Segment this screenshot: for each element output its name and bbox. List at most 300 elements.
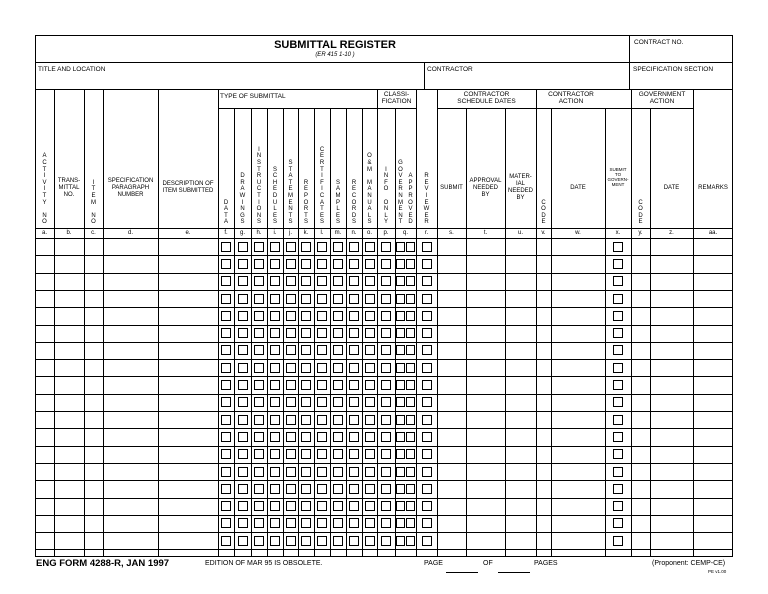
- checkbox-reviewer[interactable]: [422, 449, 432, 459]
- checkbox-drawings[interactable]: [238, 345, 248, 355]
- of-label: OF: [483, 560, 493, 567]
- checkbox-submit-to-government[interactable]: [613, 259, 623, 269]
- checkbox-data[interactable]: [221, 536, 231, 546]
- checkbox-info-only[interactable]: [381, 449, 391, 459]
- checkbox-certificates[interactable]: [317, 294, 327, 304]
- checkbox-info-only[interactable]: [381, 518, 391, 528]
- checkbox-reports[interactable]: [301, 415, 311, 425]
- checkbox-govt-approved[interactable]: [396, 276, 405, 286]
- checkbox-samples[interactable]: [333, 432, 343, 442]
- checkbox-data[interactable]: [221, 380, 231, 390]
- checkbox-govt-approved[interactable]: [406, 311, 415, 321]
- checkbox-govt-approved[interactable]: [396, 449, 405, 459]
- checkbox-om-manuals[interactable]: [365, 328, 375, 338]
- checkbox-samples[interactable]: [333, 242, 343, 252]
- checkbox-reviewer[interactable]: [422, 484, 432, 494]
- checkbox-drawings[interactable]: [238, 276, 248, 286]
- checkbox-certificates[interactable]: [317, 345, 327, 355]
- checkbox-instructions[interactable]: [254, 363, 264, 373]
- checkbox-om-manuals[interactable]: [365, 415, 375, 425]
- checkbox-reviewer[interactable]: [422, 467, 432, 477]
- checkbox-reports[interactable]: [301, 536, 311, 546]
- column-letter: e.: [185, 230, 191, 236]
- checkbox-reports[interactable]: [301, 397, 311, 407]
- checkbox-records[interactable]: [349, 432, 359, 442]
- checkbox-govt-approved[interactable]: [396, 397, 405, 407]
- checkbox-om-manuals[interactable]: [365, 259, 375, 269]
- checkbox-samples[interactable]: [333, 501, 343, 511]
- checkbox-schedules[interactable]: [270, 345, 280, 355]
- checkbox-submit-to-government[interactable]: [613, 415, 623, 425]
- checkbox-govt-approved[interactable]: [396, 328, 405, 338]
- checkbox-records[interactable]: [349, 294, 359, 304]
- checkbox-certificates[interactable]: [317, 501, 327, 511]
- checkbox-govt-approved[interactable]: [396, 501, 405, 511]
- checkbox-instructions[interactable]: [254, 345, 264, 355]
- checkbox-submit-to-government[interactable]: [613, 432, 623, 442]
- checkbox-instructions[interactable]: [254, 536, 264, 546]
- classification-label: CLASSI- FICATION: [381, 91, 412, 105]
- checkbox-instructions[interactable]: [254, 397, 264, 407]
- checkbox-certificates[interactable]: [317, 380, 327, 390]
- checkbox-govt-approved[interactable]: [406, 276, 415, 286]
- checkbox-reports[interactable]: [301, 432, 311, 442]
- checkbox-om-manuals[interactable]: [365, 345, 375, 355]
- checkbox-govt-approved[interactable]: [406, 345, 415, 355]
- checkbox-info-only[interactable]: [381, 536, 391, 546]
- checkbox-statements[interactable]: [286, 518, 296, 528]
- checkbox-data[interactable]: [221, 467, 231, 477]
- checkbox-om-manuals[interactable]: [365, 432, 375, 442]
- checkbox-submit-to-government[interactable]: [613, 397, 623, 407]
- checkbox-samples[interactable]: [333, 449, 343, 459]
- checkbox-statements[interactable]: [286, 276, 296, 286]
- checkbox-govt-approved[interactable]: [406, 501, 415, 511]
- checkbox-om-manuals[interactable]: [365, 380, 375, 390]
- checkbox-instructions[interactable]: [254, 501, 264, 511]
- column-letter: j.: [289, 230, 292, 236]
- checkbox-info-only[interactable]: [381, 363, 391, 373]
- checkbox-reports[interactable]: [301, 363, 311, 373]
- checkbox-reviewer[interactable]: [422, 501, 432, 511]
- checkbox-samples[interactable]: [333, 363, 343, 373]
- checkbox-om-manuals[interactable]: [365, 242, 375, 252]
- checkbox-certificates[interactable]: [317, 415, 327, 425]
- col-header-statements: S T A T E M E N T S: [288, 160, 293, 226]
- checkbox-info-only[interactable]: [381, 432, 391, 442]
- checkbox-records[interactable]: [349, 415, 359, 425]
- checkbox-govt-approved[interactable]: [406, 397, 415, 407]
- checkbox-records[interactable]: [349, 363, 359, 373]
- checkbox-statements[interactable]: [286, 328, 296, 338]
- checkbox-records[interactable]: [349, 311, 359, 321]
- checkbox-certificates[interactable]: [317, 432, 327, 442]
- column-letter: q.: [402, 230, 408, 236]
- checkbox-info-only[interactable]: [381, 311, 391, 321]
- checkbox-samples[interactable]: [333, 345, 343, 355]
- checkbox-om-manuals[interactable]: [365, 449, 375, 459]
- checkbox-drawings[interactable]: [238, 501, 248, 511]
- checkbox-reports[interactable]: [301, 380, 311, 390]
- checkbox-data[interactable]: [221, 449, 231, 459]
- checkbox-certificates[interactable]: [317, 311, 327, 321]
- checkbox-statements[interactable]: [286, 536, 296, 546]
- checkbox-drawings[interactable]: [238, 242, 248, 252]
- checkbox-govt-approved[interactable]: [406, 242, 415, 252]
- checkbox-info-only[interactable]: [381, 328, 391, 338]
- col-header-government-date: DATE: [663, 184, 680, 191]
- checkbox-govt-approved[interactable]: [396, 432, 405, 442]
- checkbox-om-manuals[interactable]: [365, 311, 375, 321]
- checkbox-info-only[interactable]: [381, 397, 391, 407]
- checkbox-statements[interactable]: [286, 345, 296, 355]
- checkbox-statements[interactable]: [286, 449, 296, 459]
- checkbox-statements[interactable]: [286, 311, 296, 321]
- col-header-description: DESCRIPTION OF ITEM SUBMITTED: [162, 181, 214, 194]
- checkbox-om-manuals[interactable]: [365, 363, 375, 373]
- checkbox-data[interactable]: [221, 311, 231, 321]
- checkbox-govt-approved[interactable]: [406, 467, 415, 477]
- checkbox-info-only[interactable]: [381, 294, 391, 304]
- checkbox-schedules[interactable]: [270, 432, 280, 442]
- checkbox-drawings[interactable]: [238, 467, 248, 477]
- checkbox-reports[interactable]: [301, 242, 311, 252]
- checkbox-schedules[interactable]: [270, 242, 280, 252]
- checkbox-drawings[interactable]: [238, 432, 248, 442]
- checkbox-records[interactable]: [349, 397, 359, 407]
- checkbox-reports[interactable]: [301, 501, 311, 511]
- checkbox-statements[interactable]: [286, 501, 296, 511]
- checkbox-instructions[interactable]: [254, 276, 264, 286]
- checkbox-drawings[interactable]: [238, 449, 248, 459]
- checkbox-submit-to-government[interactable]: [613, 294, 623, 304]
- checkbox-drawings[interactable]: [238, 484, 248, 494]
- checkbox-govt-approved[interactable]: [396, 536, 405, 546]
- checkbox-records[interactable]: [349, 536, 359, 546]
- checkbox-samples[interactable]: [333, 536, 343, 546]
- checkbox-govt-approved[interactable]: [396, 467, 405, 477]
- checkbox-data[interactable]: [221, 259, 231, 269]
- checkbox-submit-to-government[interactable]: [613, 276, 623, 286]
- checkbox-records[interactable]: [349, 380, 359, 390]
- checkbox-info-only[interactable]: [381, 467, 391, 477]
- government-action-label: GOVERNMENT ACTION: [638, 91, 686, 105]
- checkbox-schedules[interactable]: [270, 294, 280, 304]
- checkbox-statements[interactable]: [286, 363, 296, 373]
- checkbox-submit-to-government[interactable]: [613, 311, 623, 321]
- checkbox-schedules[interactable]: [270, 328, 280, 338]
- checkbox-drawings[interactable]: [238, 328, 248, 338]
- checkbox-certificates[interactable]: [317, 397, 327, 407]
- checkbox-submit-to-government[interactable]: [613, 345, 623, 355]
- spec-section-label: SPECIFICATION SECTION: [633, 66, 714, 73]
- checkbox-statements[interactable]: [286, 397, 296, 407]
- checkbox-govt-approved[interactable]: [406, 380, 415, 390]
- checkbox-instructions[interactable]: [254, 294, 264, 304]
- checkbox-info-only[interactable]: [381, 259, 391, 269]
- checkbox-reports[interactable]: [301, 449, 311, 459]
- column-letter: u.: [517, 230, 523, 236]
- checkbox-submit-to-government[interactable]: [613, 467, 623, 477]
- checkbox-records[interactable]: [349, 276, 359, 286]
- checkbox-samples[interactable]: [333, 518, 343, 528]
- checkbox-schedules[interactable]: [270, 311, 280, 321]
- checkbox-data[interactable]: [221, 294, 231, 304]
- checkbox-govt-approved[interactable]: [406, 536, 415, 546]
- checkbox-submit-to-government[interactable]: [613, 501, 623, 511]
- checkbox-reviewer[interactable]: [422, 345, 432, 355]
- checkbox-reviewer[interactable]: [422, 363, 432, 373]
- checkbox-samples[interactable]: [333, 415, 343, 425]
- checkbox-statements[interactable]: [286, 484, 296, 494]
- checkbox-govt-approved[interactable]: [406, 484, 415, 494]
- column-letter: k.: [303, 230, 309, 236]
- checkbox-records[interactable]: [349, 449, 359, 459]
- checkbox-data[interactable]: [221, 432, 231, 442]
- checkbox-statements[interactable]: [286, 294, 296, 304]
- checkbox-drawings[interactable]: [238, 518, 248, 528]
- checkbox-schedules[interactable]: [270, 449, 280, 459]
- checkbox-schedules[interactable]: [270, 259, 280, 269]
- checkbox-schedules[interactable]: [270, 380, 280, 390]
- checkbox-submit-to-government[interactable]: [613, 380, 623, 390]
- checkbox-govt-approved[interactable]: [396, 242, 405, 252]
- checkbox-submit-to-government[interactable]: [613, 328, 623, 338]
- checkbox-info-only[interactable]: [381, 276, 391, 286]
- checkbox-govt-approved[interactable]: [406, 518, 415, 528]
- checkbox-instructions[interactable]: [254, 484, 264, 494]
- checkbox-samples[interactable]: [333, 294, 343, 304]
- checkbox-govt-approved[interactable]: [396, 415, 405, 425]
- checkbox-govt-approved[interactable]: [406, 259, 415, 269]
- checkbox-samples[interactable]: [333, 484, 343, 494]
- checkbox-data[interactable]: [221, 276, 231, 286]
- checkbox-drawings[interactable]: [238, 311, 248, 321]
- checkbox-govt-approved[interactable]: [406, 294, 415, 304]
- checkbox-reviewer[interactable]: [422, 242, 432, 252]
- checkbox-statements[interactable]: [286, 467, 296, 477]
- checkbox-reports[interactable]: [301, 328, 311, 338]
- checkbox-schedules[interactable]: [270, 397, 280, 407]
- page-label: PAGE: [424, 560, 443, 567]
- checkbox-samples[interactable]: [333, 328, 343, 338]
- checkbox-certificates[interactable]: [317, 536, 327, 546]
- column-letter: s.: [449, 230, 454, 236]
- checkbox-drawings[interactable]: [238, 397, 248, 407]
- checkbox-schedules[interactable]: [270, 415, 280, 425]
- column-letter: p.: [383, 230, 389, 236]
- col-header-govt-approved: G O V E R N M E N T: [398, 160, 403, 226]
- checkbox-statements[interactable]: [286, 415, 296, 425]
- checkbox-govt-approved[interactable]: [396, 363, 405, 373]
- col-header-spec-paragraph: SPECIFICATION PARAGRAPH NUMBER: [107, 177, 154, 198]
- checkbox-reviewer[interactable]: [422, 518, 432, 528]
- checkbox-instructions[interactable]: [254, 415, 264, 425]
- checkbox-data[interactable]: [221, 363, 231, 373]
- checkbox-submit-to-government[interactable]: [613, 484, 623, 494]
- checkbox-om-manuals[interactable]: [365, 294, 375, 304]
- checkbox-info-only[interactable]: [381, 380, 391, 390]
- checkbox-certificates[interactable]: [317, 276, 327, 286]
- checkbox-govt-approved[interactable]: [396, 259, 405, 269]
- checkbox-om-manuals[interactable]: [365, 397, 375, 407]
- column-letter: i.: [273, 230, 277, 236]
- checkbox-reviewer[interactable]: [422, 397, 432, 407]
- checkbox-reports[interactable]: [301, 259, 311, 269]
- checkbox-schedules[interactable]: [270, 501, 280, 511]
- checkbox-certificates[interactable]: [317, 449, 327, 459]
- checkbox-govt-approved[interactable]: [396, 380, 405, 390]
- checkbox-drawings[interactable]: [238, 415, 248, 425]
- checkbox-records[interactable]: [349, 501, 359, 511]
- checkbox-info-only[interactable]: [381, 415, 391, 425]
- checkbox-om-manuals[interactable]: [365, 518, 375, 528]
- checkbox-statements[interactable]: [286, 432, 296, 442]
- checkbox-drawings[interactable]: [238, 294, 248, 304]
- checkbox-drawings[interactable]: [238, 536, 248, 546]
- checkbox-instructions[interactable]: [254, 467, 264, 477]
- checkbox-info-only[interactable]: [381, 501, 391, 511]
- checkbox-instructions[interactable]: [254, 449, 264, 459]
- column-letter: w.: [575, 230, 581, 236]
- checkbox-reports[interactable]: [301, 467, 311, 477]
- checkbox-data[interactable]: [221, 484, 231, 494]
- checkbox-schedules[interactable]: [270, 276, 280, 286]
- checkbox-reviewer[interactable]: [422, 259, 432, 269]
- checkbox-instructions[interactable]: [254, 380, 264, 390]
- checkbox-certificates[interactable]: [317, 484, 327, 494]
- checkbox-certificates[interactable]: [317, 467, 327, 477]
- column-letter: y.: [638, 230, 643, 236]
- checkbox-certificates[interactable]: [317, 242, 327, 252]
- checkbox-reviewer[interactable]: [422, 380, 432, 390]
- checkbox-instructions[interactable]: [254, 328, 264, 338]
- checkbox-schedules[interactable]: [270, 536, 280, 546]
- checkbox-reviewer[interactable]: [422, 276, 432, 286]
- checkbox-records[interactable]: [349, 242, 359, 252]
- checkbox-data[interactable]: [221, 345, 231, 355]
- checkbox-statements[interactable]: [286, 259, 296, 269]
- checkbox-submit-to-government[interactable]: [613, 536, 623, 546]
- checkbox-data[interactable]: [221, 501, 231, 511]
- checkbox-certificates[interactable]: [317, 518, 327, 528]
- column-letter: m.: [334, 230, 342, 236]
- checkbox-statements[interactable]: [286, 242, 296, 252]
- checkbox-certificates[interactable]: [317, 363, 327, 373]
- checkbox-samples[interactable]: [333, 276, 343, 286]
- checkbox-statements[interactable]: [286, 380, 296, 390]
- checkbox-reviewer[interactable]: [422, 536, 432, 546]
- checkbox-certificates[interactable]: [317, 328, 327, 338]
- checkbox-certificates[interactable]: [317, 259, 327, 269]
- checkbox-records[interactable]: [349, 518, 359, 528]
- checkbox-samples[interactable]: [333, 467, 343, 477]
- checkbox-submit-to-government[interactable]: [613, 363, 623, 373]
- checkbox-govt-approved[interactable]: [396, 311, 405, 321]
- checkbox-records[interactable]: [349, 484, 359, 494]
- col-header-government-code: C O D E: [638, 199, 643, 226]
- checkbox-records[interactable]: [349, 467, 359, 477]
- checkbox-info-only[interactable]: [381, 242, 391, 252]
- checkbox-submit-to-government[interactable]: [613, 242, 623, 252]
- checkbox-records[interactable]: [349, 259, 359, 269]
- checkbox-instructions[interactable]: [254, 432, 264, 442]
- checkbox-records[interactable]: [349, 345, 359, 355]
- contractor-schedule-label: CONTRACTOR SCHEDULE DATES: [457, 91, 516, 105]
- checkbox-drawings[interactable]: [238, 363, 248, 373]
- checkbox-data[interactable]: [221, 518, 231, 528]
- checkbox-data[interactable]: [221, 242, 231, 252]
- checkbox-reports[interactable]: [301, 345, 311, 355]
- col-header-om-manuals: O & M M A N U A L S: [367, 153, 372, 226]
- checkbox-instructions[interactable]: [254, 311, 264, 321]
- checkbox-data[interactable]: [221, 397, 231, 407]
- checkbox-govt-approved[interactable]: [396, 518, 405, 528]
- checkbox-om-manuals[interactable]: [365, 467, 375, 477]
- checkbox-govt-approved[interactable]: [406, 449, 415, 459]
- column-letter: z.: [669, 230, 674, 236]
- checkbox-submit-to-government[interactable]: [613, 518, 623, 528]
- checkbox-data[interactable]: [221, 328, 231, 338]
- checkbox-drawings[interactable]: [238, 380, 248, 390]
- checkbox-schedules[interactable]: [270, 363, 280, 373]
- checkbox-govt-approved[interactable]: [396, 294, 405, 304]
- column-letter: r.: [424, 230, 429, 236]
- checkbox-reviewer[interactable]: [422, 311, 432, 321]
- checkbox-reports[interactable]: [301, 294, 311, 304]
- title-location-label: TITLE AND LOCATION: [38, 66, 106, 73]
- column-letter: d.: [127, 230, 133, 236]
- checkbox-om-manuals[interactable]: [365, 484, 375, 494]
- checkbox-govt-approved[interactable]: [406, 328, 415, 338]
- checkbox-om-manuals[interactable]: [365, 536, 375, 546]
- checkbox-reviewer[interactable]: [422, 294, 432, 304]
- checkbox-drawings[interactable]: [238, 259, 248, 269]
- checkbox-om-manuals[interactable]: [365, 501, 375, 511]
- checkbox-govt-approved[interactable]: [396, 345, 405, 355]
- checkbox-reviewer[interactable]: [422, 328, 432, 338]
- checkbox-info-only[interactable]: [381, 345, 391, 355]
- checkbox-schedules[interactable]: [270, 518, 280, 528]
- checkbox-govt-approved[interactable]: [396, 484, 405, 494]
- checkbox-samples[interactable]: [333, 380, 343, 390]
- checkbox-reports[interactable]: [301, 518, 311, 528]
- checkbox-info-only[interactable]: [381, 484, 391, 494]
- checkbox-submit-to-government[interactable]: [613, 449, 623, 459]
- checkbox-reports[interactable]: [301, 276, 311, 286]
- checkbox-govt-approved[interactable]: [406, 415, 415, 425]
- checkbox-samples[interactable]: [333, 259, 343, 269]
- checkbox-schedules[interactable]: [270, 467, 280, 477]
- checkbox-reports[interactable]: [301, 311, 311, 321]
- checkbox-govt-approved[interactable]: [406, 363, 415, 373]
- checkbox-data[interactable]: [221, 415, 231, 425]
- checkbox-reports[interactable]: [301, 484, 311, 494]
- checkbox-instructions[interactable]: [254, 518, 264, 528]
- checkbox-samples[interactable]: [333, 397, 343, 407]
- checkbox-govt-approved[interactable]: [406, 432, 415, 442]
- checkbox-reviewer[interactable]: [422, 432, 432, 442]
- checkbox-om-manuals[interactable]: [365, 276, 375, 286]
- column-letter: b.: [66, 230, 72, 236]
- checkbox-instructions[interactable]: [254, 242, 264, 252]
- checkbox-records[interactable]: [349, 328, 359, 338]
- checkbox-reviewer[interactable]: [422, 415, 432, 425]
- checkbox-instructions[interactable]: [254, 259, 264, 269]
- column-letter: g.: [239, 230, 245, 236]
- checkbox-schedules[interactable]: [270, 484, 280, 494]
- checkbox-samples[interactable]: [333, 311, 343, 321]
